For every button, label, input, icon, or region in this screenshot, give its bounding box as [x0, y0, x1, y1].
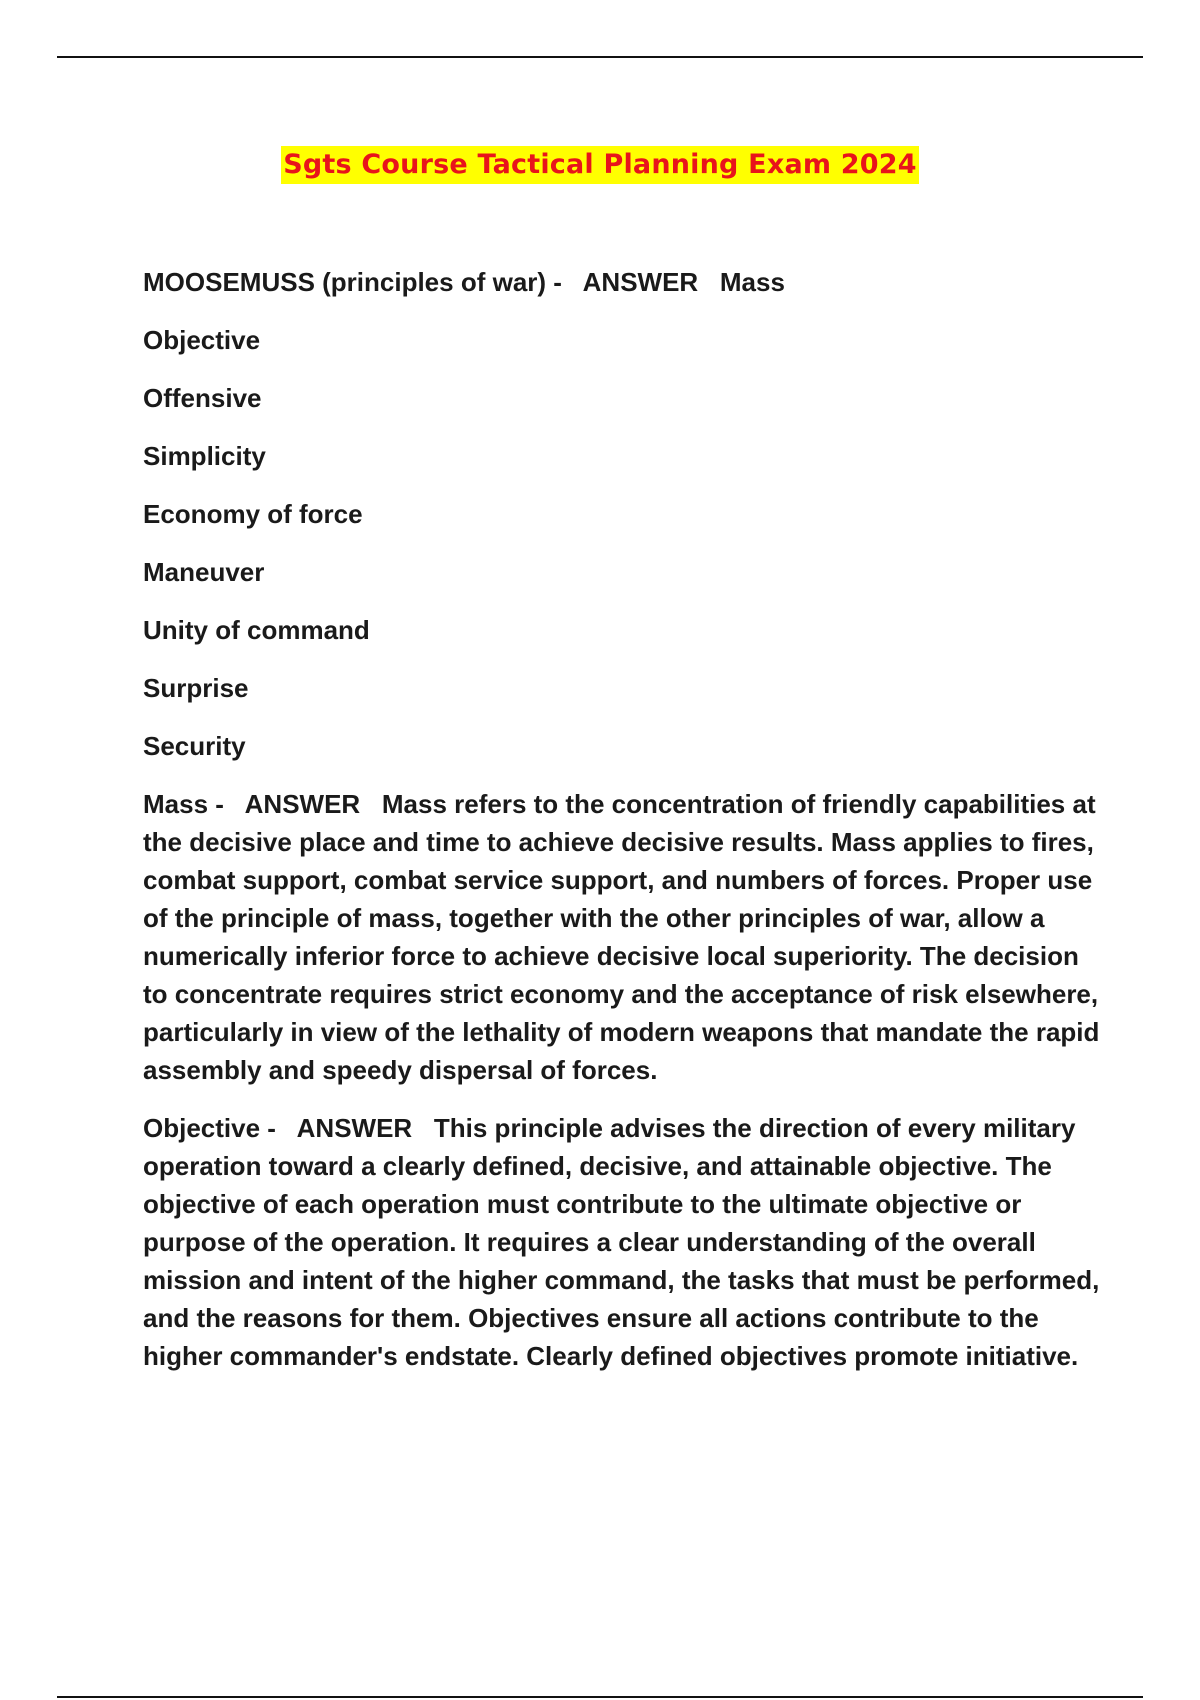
answer-text: Mass refers to the concentration of friendly capabilities at the decisive place and time to achieve decisive results. Mass applies to fires, combat support, combat service support, and numbers of forces. Proper use of the principle of mass, together with the other principles of war, allow a numerically inferior force to achieve decisive local superiority. The decision to concentrate requires strict economy and the acceptance of risk elsewhere, particularly in view of the lethality of modern weapons that mandate the rapid assembly and speedy dispersal of forces.: [143, 789, 1100, 1085]
list-item: Maneuver: [143, 557, 265, 587]
list-item: Offensive: [143, 383, 262, 413]
list-item: Simplicity: [143, 441, 266, 471]
question-text: MOOSEMUSS (principles of war) -: [143, 267, 562, 297]
question-text: Objective -: [143, 1113, 276, 1143]
list-item: Surprise: [143, 673, 249, 703]
answer-text: This principle advises the direction of every military operation toward a clearly defined, decisive, and attainable objective. The objective of each operation must contribute to the ultimate objective or purpose of the operation. It requires a clear understanding of the overall mission and intent of the higher command, the tasks that must be performed, and the reasons for them. Objectives ensure all actions contribute to the higher commander's endstate. Clearly defined objectives promote initiative.: [143, 1113, 1100, 1371]
answer-label: ANSWER: [582, 267, 699, 297]
answer-first-item: Mass: [719, 267, 785, 297]
header-rule: [57, 56, 1143, 58]
list-item: Objective: [143, 325, 261, 355]
answer-label: ANSWER: [244, 789, 361, 819]
list-item: Security: [143, 731, 246, 761]
answer-label: ANSWER: [296, 1113, 413, 1143]
list-item: Economy of force: [143, 499, 363, 529]
qa-objective: [143, 1109, 1103, 1375]
footer-rule: [57, 1696, 1143, 1698]
qa-moosemuss: [143, 263, 1103, 301]
list-item: Unity of command: [143, 615, 370, 645]
page-title: Sgts Course Tactical Planning Exam 2024: [281, 146, 919, 184]
question-text: Mass -: [143, 789, 224, 819]
title-container: [0, 146, 1200, 184]
document-body: [143, 263, 1103, 1375]
qa-mass: [143, 785, 1103, 1089]
